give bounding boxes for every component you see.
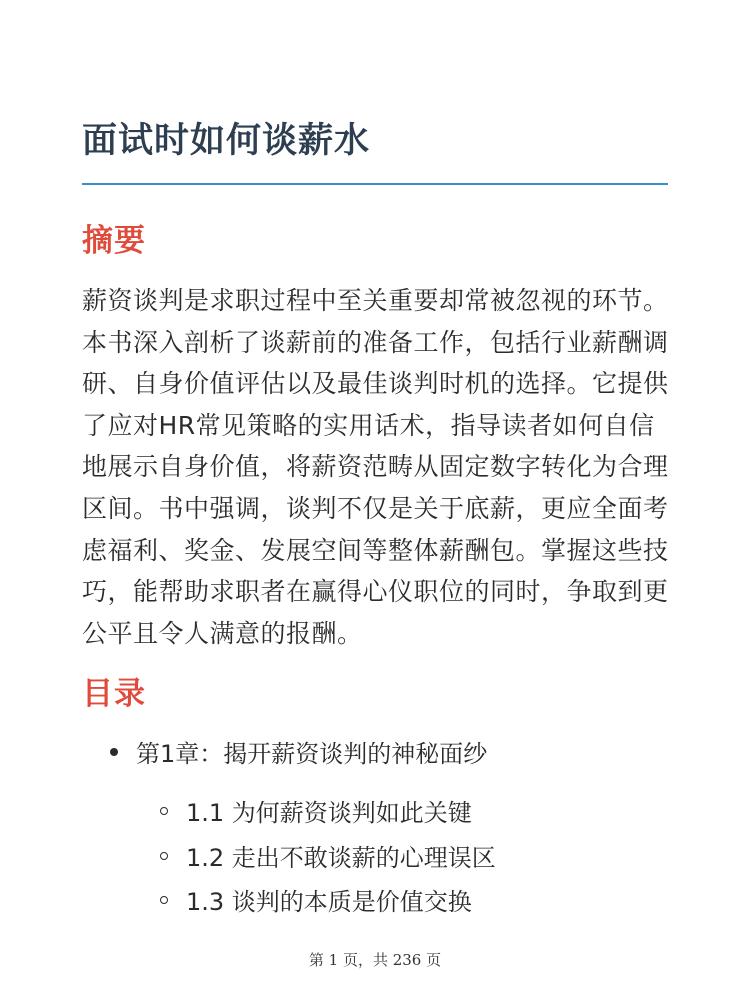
toc-section-1-1-label: 1.1 为何薪资谈判如此关键 — [186, 799, 472, 827]
bullet-circle-icon — [160, 896, 168, 904]
toc-section-1-1 — [160, 797, 472, 829]
document-title: 面试时如何谈薪水 — [82, 121, 371, 161]
toc-section-1-2-label: 1.2 走出不敢谈薪的心理误区 — [186, 844, 496, 872]
toc-chapter-1 — [110, 738, 487, 770]
toc-section-1-3-label: 1.3 谈判的本质是价值交换 — [186, 888, 472, 916]
bullet-circle-icon — [160, 807, 168, 815]
toc-chapter-1-label: 第1章：揭开薪资谈判的神秘面纱 — [136, 740, 488, 768]
summary-heading: 摘要 — [82, 223, 146, 259]
summary-paragraph: 薪资谈判是求职过程中至关重要却常被忽视的环节。本书深入剖析了谈薪前的准备工作，包括行业薪酬调研、自身价值评估以及最佳谈判时机的选择。它提供了应对HR常见策略的实用话术，指导读者如何自信地展示自身价值，将薪资范畴从固定数字转化为合理区间。书中强调，谈判不仅是关于底薪，更应全面考虑福利、奖金、发展空间等整体薪酬包。掌握这些技巧，能帮助求职者在赢得心仪职位的同时，争取到更公平且令人满意的报酬。 — [82, 286, 669, 648]
title-divider — [82, 183, 668, 185]
bullet-disc-icon — [110, 748, 118, 756]
toc-section-1-2 — [160, 842, 496, 874]
toc-heading: 目录 — [82, 676, 146, 712]
toc-section-1-3 — [160, 886, 472, 918]
page-footer: 第 1 页，共 236 页 — [308, 951, 442, 969]
bullet-circle-icon — [160, 852, 168, 860]
